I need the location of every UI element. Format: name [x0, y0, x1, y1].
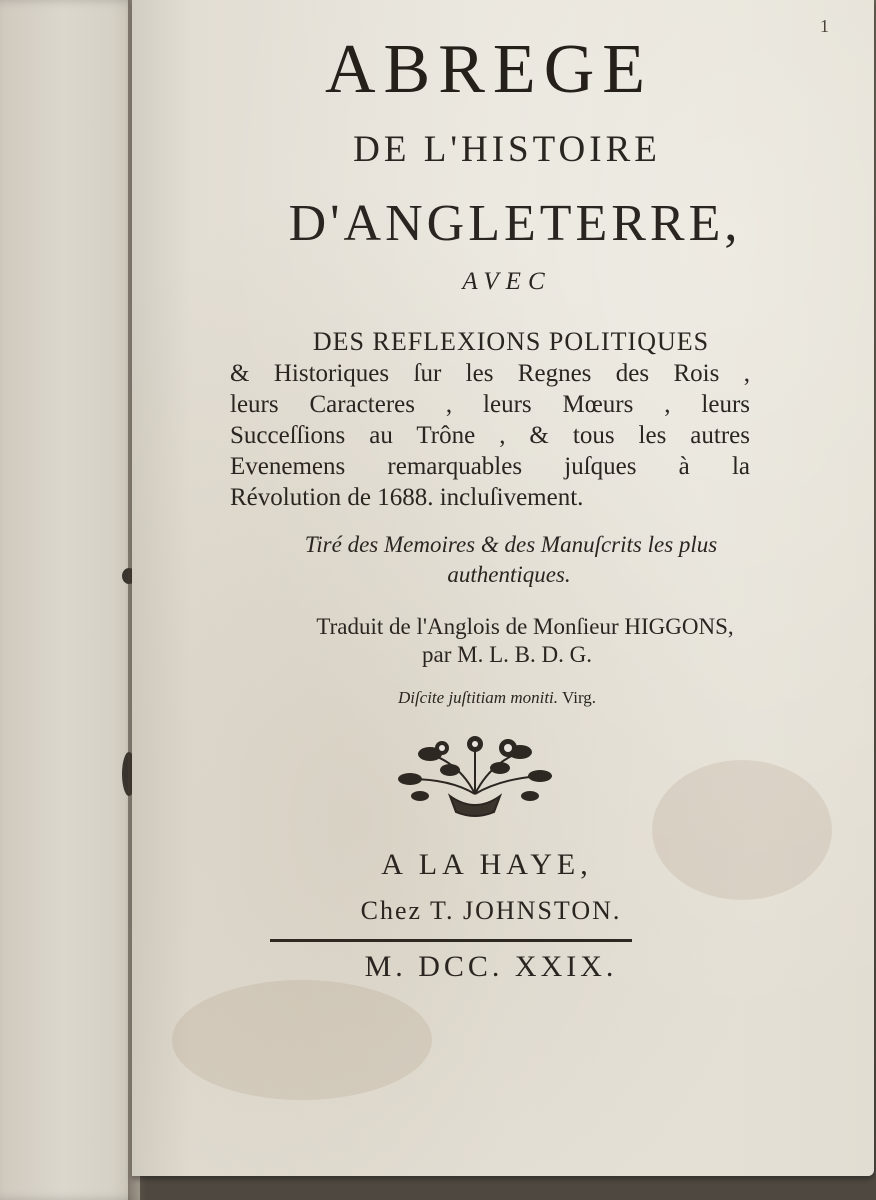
publication-date: M. DCC. XXIX. [364, 950, 618, 983]
publisher: Chez T. JOHNSTON. [360, 896, 622, 925]
source-line: Tiré des Memoires & des Manuſcrits les plus [304, 532, 718, 557]
title-avec: AVEC [462, 268, 552, 295]
subtitle-line: Evenemens remarquables juſques à la [230, 453, 750, 480]
subtitle-line: Succeſſions au Trône , & tous les autres [230, 422, 750, 449]
title-histoire: DE L'HISTOIRE [353, 129, 661, 170]
subtitle-line: Révolution de 1688. incluſivement. [230, 484, 584, 511]
epigraph-quote: Diſcite juſtitiam moniti. [397, 688, 559, 707]
title-angleterre: D'ANGLETERRE, [288, 195, 742, 252]
subtitle-heading: DES REFLEXIONS POLITIQUES [312, 327, 710, 356]
paper-stain [172, 980, 432, 1100]
place-of-publication: A LA HAYE, [381, 848, 593, 881]
epigraph-author: Virg. [561, 688, 597, 707]
source-line-cont: authentiques. [447, 562, 571, 587]
title-abrege: ABREGE [325, 31, 653, 108]
subtitle-body [230, 358, 750, 513]
divider-rule [270, 939, 632, 942]
subtitle-line: leurs Caracteres , leurs Mœurs , leurs [230, 391, 750, 418]
left-flyleaf [0, 0, 140, 1200]
subtitle-line: & Historiques ſur les Regnes des Rois , [230, 360, 750, 387]
translator-initials: par M. L. B. D. G. [422, 642, 592, 667]
translator-line: Traduit de l'Anglois de Monſieur HIGGONS, [316, 614, 734, 639]
title-page [132, 0, 874, 1176]
page-number: 1 [820, 16, 829, 36]
flower-basket-ornament-icon [390, 734, 560, 824]
epigraph [126, 688, 868, 708]
